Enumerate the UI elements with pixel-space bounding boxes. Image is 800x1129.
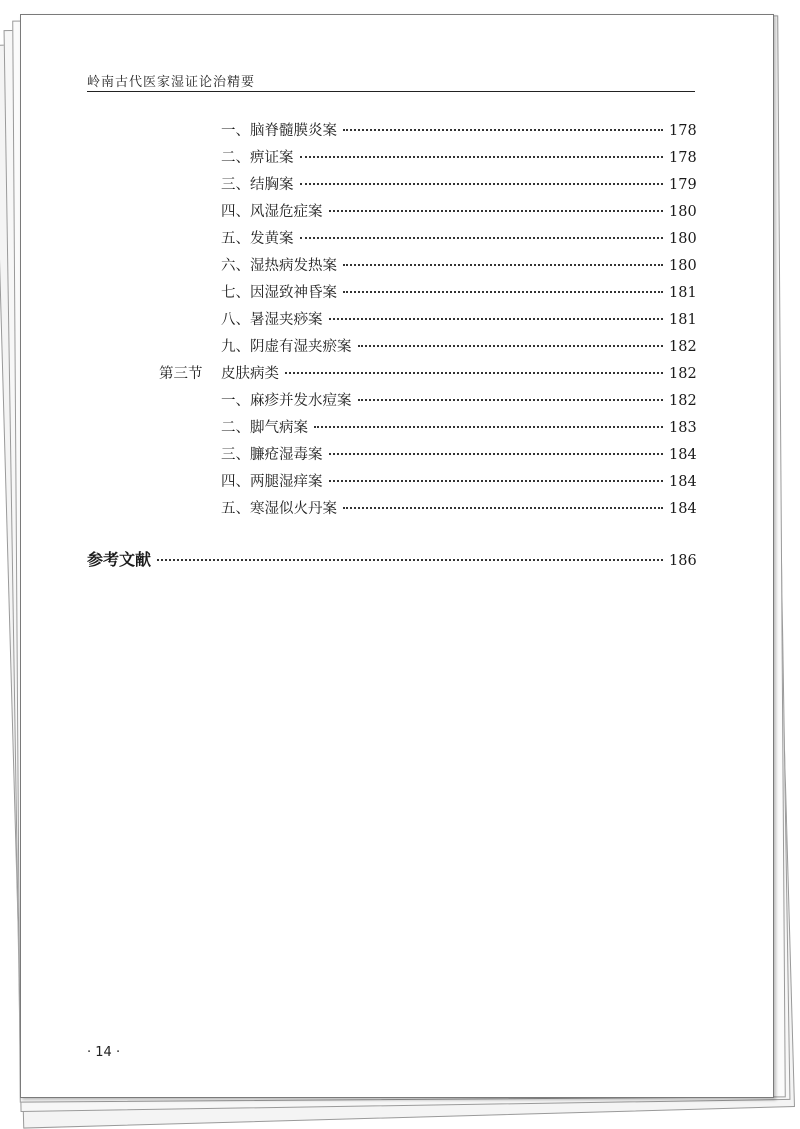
leader-dots xyxy=(300,182,664,185)
references-title: 参考文献 xyxy=(87,550,152,569)
toc-page xyxy=(20,14,774,1098)
toc-entry-title: 一、麻疹并发水痘案 xyxy=(221,393,352,409)
toc-entry[interactable] xyxy=(221,391,695,411)
leader-dots xyxy=(157,558,663,561)
leader-dots xyxy=(314,425,663,428)
toc-entry[interactable] xyxy=(221,418,695,438)
section-page: 182 xyxy=(669,366,697,382)
toc-entry[interactable] xyxy=(221,337,695,357)
toc-entry-page: 183 xyxy=(669,420,697,436)
toc-entry-page: 180 xyxy=(669,258,697,274)
toc-references-entry[interactable] xyxy=(87,550,695,570)
toc-entry[interactable] xyxy=(221,310,695,330)
leader-dots xyxy=(300,155,664,158)
toc-entry-title: 五、寒湿似火丹案 xyxy=(221,501,337,517)
toc-entry-title: 九、阴虚有湿夹瘀案 xyxy=(221,339,352,355)
toc-entry-title: 三、结胸案 xyxy=(221,177,294,193)
section-title: 皮肤病类 xyxy=(221,366,279,382)
toc-entry-page: 179 xyxy=(669,177,697,193)
toc-entry[interactable] xyxy=(221,121,695,141)
toc-entry-title: 七、因湿致神昏案 xyxy=(221,285,337,301)
leader-dots xyxy=(358,398,664,401)
leader-dots xyxy=(329,479,664,482)
leader-dots xyxy=(285,371,663,374)
toc-entry-page: 178 xyxy=(669,123,697,139)
toc-entry-page: 184 xyxy=(669,474,697,490)
toc-entry-page: 182 xyxy=(669,339,697,355)
toc-entry-title: 八、暑湿夹痧案 xyxy=(221,312,323,328)
toc-entry[interactable] xyxy=(221,202,695,222)
leader-dots xyxy=(329,209,664,212)
toc-entry[interactable] xyxy=(221,175,695,195)
page-number: · 14 · xyxy=(87,1045,121,1060)
toc-entry-page: 184 xyxy=(669,447,697,463)
toc-entry-title: 二、脚气病案 xyxy=(221,420,308,436)
references-page: 186 xyxy=(669,553,697,569)
leader-dots xyxy=(358,344,664,347)
toc-entry-page: 178 xyxy=(669,150,697,166)
toc-entry[interactable] xyxy=(221,148,695,168)
header-rule xyxy=(87,91,695,92)
toc-entry[interactable] xyxy=(221,229,695,249)
toc-entry-title: 六、湿热病发热案 xyxy=(221,258,337,274)
toc-entry[interactable] xyxy=(221,445,695,465)
leader-dots xyxy=(329,317,664,320)
toc-entry-title: 三、臁疮湿毒案 xyxy=(221,447,323,463)
toc-entry-page: 181 xyxy=(669,312,697,328)
toc-entry-page: 180 xyxy=(669,204,697,220)
toc-entry[interactable] xyxy=(221,472,695,492)
leader-dots xyxy=(343,263,663,266)
section-label: 第三节 xyxy=(159,366,203,382)
toc-section-entry[interactable] xyxy=(221,364,695,384)
running-head: 岭南古代医家湿证论治精要 xyxy=(87,75,256,90)
toc-entry-title: 一、脑脊髓膜炎案 xyxy=(221,123,337,139)
toc-entry[interactable] xyxy=(221,256,695,276)
toc-entry-title: 四、两腿湿痒案 xyxy=(221,474,323,490)
leader-dots xyxy=(343,290,663,293)
toc-entry-title: 二、痹证案 xyxy=(221,150,294,166)
toc-entry-page: 180 xyxy=(669,231,697,247)
leader-dots xyxy=(329,452,664,455)
toc-entry-page: 184 xyxy=(669,501,697,517)
toc-entry[interactable] xyxy=(221,283,695,303)
leader-dots xyxy=(343,128,663,131)
leader-dots xyxy=(300,236,664,239)
toc-entry-title: 四、风湿危症案 xyxy=(221,204,323,220)
toc-entry-page: 181 xyxy=(669,285,697,301)
leader-dots xyxy=(343,506,663,509)
toc-entry-page: 182 xyxy=(669,393,697,409)
toc-entry-title: 五、发黄案 xyxy=(221,231,294,247)
toc-entry[interactable] xyxy=(221,499,695,519)
